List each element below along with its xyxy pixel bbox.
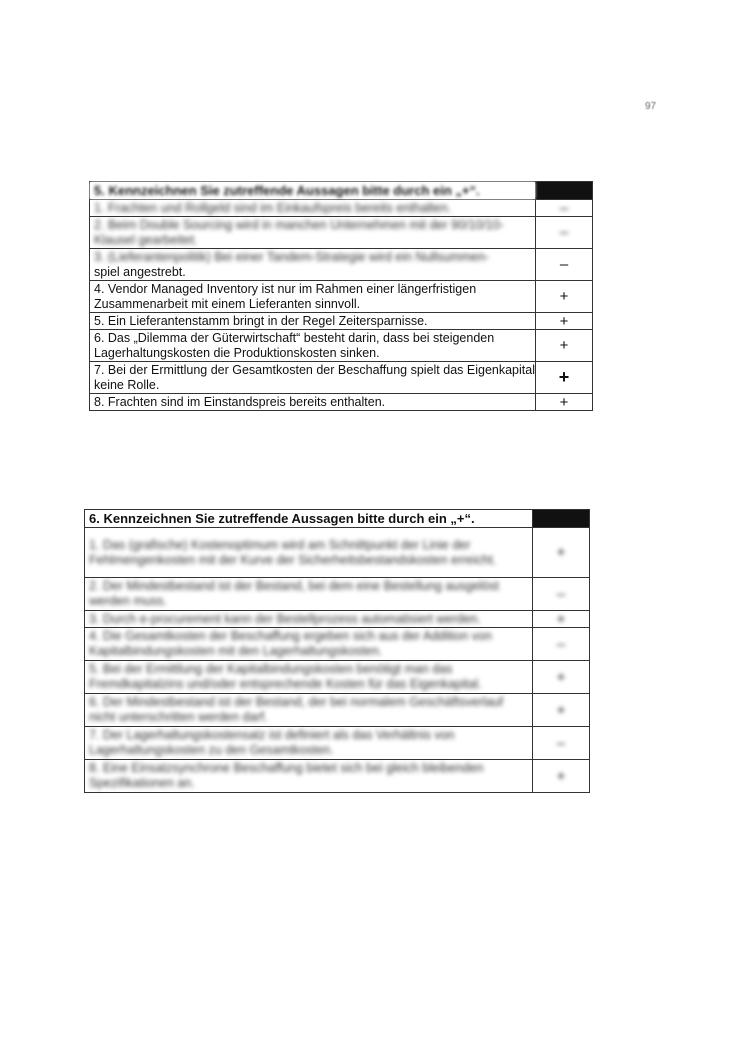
statement-5-3 — [90, 249, 536, 281]
mark-6-7: – — [533, 727, 590, 760]
statement-5-3-visible: spiel angestrebt. — [94, 264, 186, 279]
statement-6-3: 3. Durch e-procurement kann der Bestellprozess automatisiert werden. — [85, 611, 533, 628]
mark-5-5: + — [536, 313, 593, 330]
answer-column-header — [536, 182, 593, 200]
mark-5-3: – — [536, 249, 593, 281]
mark-6-5: + — [533, 661, 590, 694]
mark-5-1: – — [536, 200, 593, 217]
mark-5-4: + — [536, 281, 593, 313]
statement-5-4: 4. Vendor Managed Inventory ist nur im Rahmen einer längerfristigen Zusammenarbeit mit einem Lieferanten sinnvoll. — [90, 281, 536, 313]
mark-6-3: + — [533, 611, 590, 628]
statement-6-6: 6. Der Mindestbestand ist der Bestand, der bei normalem Geschäftsverlauf nicht unterschritten werden darf. — [85, 694, 533, 727]
statement-5-1: 1. Frachten und Rollgeld sind im Einkaufspreis bereits enthalten. — [90, 200, 536, 217]
mark-6-1: + — [533, 528, 590, 578]
mark-5-2: – — [536, 217, 593, 249]
question-6-title: 6. Kennzeichnen Sie zutreffende Aussagen bitte durch ein „+“. — [85, 510, 533, 528]
statement-6-2: 2. Der Mindestbestand ist der Bestand, bei dem eine Bestellung ausgelöst werden muss. — [85, 578, 533, 611]
statement-5-6: 6. Das „Dilemma der Güterwirtschaft“ besteht darin, dass bei steigenden Lagerhaltungskosten die Produktionskosten sinken. — [90, 330, 536, 362]
mark-5-8: + — [536, 394, 593, 411]
mark-6-8: + — [533, 760, 590, 793]
mark-5-6: + — [536, 330, 593, 362]
question-6-table — [84, 509, 590, 793]
mark-6-2: – — [533, 578, 590, 611]
mark-5-7: + — [536, 362, 593, 394]
mark-6-6: + — [533, 694, 590, 727]
statement-6-5: 5. Bei der Ermittlung der Kapitalbindungskosten benötigt man das Fremdkapitalzins und/oder entsprechende Kosten für das Eigenkapital. — [85, 661, 533, 694]
question-5-table — [89, 181, 593, 411]
statement-6-1: 1. Das (grafische) Kostenoptimum wird am Schnittpunkt der Linie der Fehlmengenkosten mit der Kurve der Sicherheitsbestandskosten erreicht. — [85, 528, 533, 578]
mark-6-4: – — [533, 628, 590, 661]
statement-5-2: 2. Beim Double Sourcing wird in manchen Unternehmen mit der 90/10/10-Klausel gearbeitet. — [90, 217, 536, 249]
statement-5-7: 7. Bei der Ermittlung der Gesamtkosten der Beschaffung spielt das Eigenkapital keine Rolle. — [90, 362, 536, 394]
statement-5-3-blurred: 3. (Lieferantenpolitik) Bei einer Tandem-Strategie wird ein Nullsummen- — [94, 249, 490, 264]
statement-6-4: 4. Die Gesamtkosten der Beschaffung ergeben sich aus der Addition von Kapitalbindungskosten mit den Lagerhaltungskosten. — [85, 628, 533, 661]
question-5-title: 5. Kennzeichnen Sie zutreffende Aussagen bitte durch ein „+“. — [90, 182, 536, 200]
statement-6-8: 8. Eine Einsatzsynchrone Beschaffung bietet sich bei gleich bleibenden Spezifikationen an. — [85, 760, 533, 793]
page-number: 97 — [645, 101, 657, 112]
statement-6-7: 7. Der Lagerhaltungskostensatz ist definiert als das Verhältnis von Lagerhaltungskosten zu den Gesamtkosten. — [85, 727, 533, 760]
statement-5-5: 5. Ein Lieferantenstamm bringt in der Regel Zeitersparnisse. — [90, 313, 536, 330]
answer-column-header — [533, 510, 590, 528]
statement-5-8: 8. Frachten sind im Einstandspreis bereits enthalten. — [90, 394, 536, 411]
